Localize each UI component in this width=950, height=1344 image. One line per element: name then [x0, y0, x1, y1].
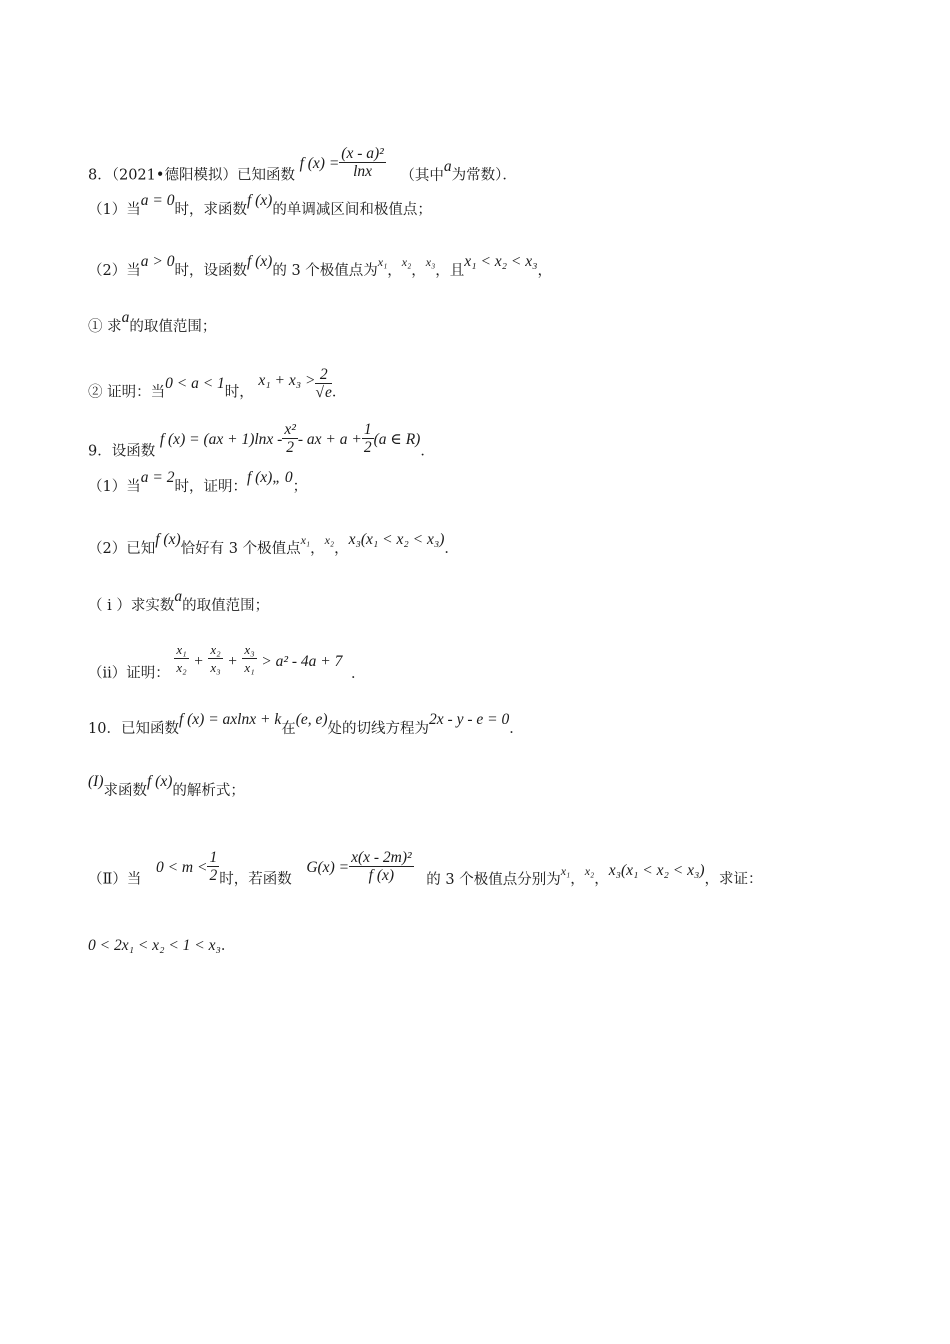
problem-10-part-1 [88, 773, 245, 800]
fraction-denominator: lnx [353, 163, 372, 180]
math-condition: a = 2 [140, 469, 175, 486]
text: （2）已知 [88, 541, 156, 557]
fraction-denominator: 2 [363, 439, 372, 456]
math-lhs: x₁ + x₃ > [258, 371, 316, 389]
text: ． [331, 384, 347, 401]
fraction-numerator: 1 [209, 849, 218, 866]
text: ． [220, 938, 236, 954]
math-function: f (x) = axlnx + k [178, 711, 282, 728]
text: 时，证明： [174, 479, 247, 495]
text: ② 证明：当 [88, 384, 166, 401]
problem-10-part-2 [88, 849, 763, 897]
problem-number: 10． [88, 721, 121, 737]
text: ， [570, 871, 585, 888]
text: ， [537, 263, 553, 279]
formula-fraction [242, 642, 256, 677]
text: 的单调减区间和极值点； [272, 202, 432, 218]
fraction-numerator: 2 [315, 367, 331, 384]
problem-8-part-1 [88, 192, 432, 219]
problem-source: （2021•德阳模拟） [111, 167, 237, 184]
math-point: (e, e) [295, 711, 328, 728]
math-condition: a = 0 [140, 192, 175, 209]
problem-8-statement [88, 145, 517, 193]
fraction-numerator: x₁ [176, 642, 187, 657]
formula-fraction [349, 850, 414, 885]
problem-lead: 设函数 [111, 443, 156, 460]
fraction-numerator: 1 [363, 421, 372, 438]
problem-8-subpart-2 [88, 366, 347, 410]
problem-9-subpart-i [88, 588, 270, 615]
text: （1）当 [88, 202, 141, 218]
text: 的取值范围； [182, 598, 270, 614]
fraction-denominator: x₃ [210, 660, 221, 675]
text: ① 求 [88, 319, 122, 335]
math-var: a [443, 157, 452, 175]
formula-fraction [174, 642, 188, 677]
formula-fraction [339, 146, 386, 181]
text: （1）当 [88, 479, 141, 495]
math-x1: x₁ [560, 863, 571, 878]
problem-lead: 已知函数 [120, 721, 179, 737]
math-order: x₁ < x₂ < x₃ [464, 253, 538, 270]
text: ， [594, 871, 609, 888]
math-condition: a > 0 [140, 253, 175, 270]
text: （ii）证明： [88, 665, 170, 682]
text: 时， [224, 384, 254, 401]
math-inequality: f (x)„ 0 [246, 469, 293, 486]
fraction-denominator: 2 [209, 867, 218, 884]
problem-9-part-2 [88, 531, 459, 558]
math-x1: x₁ [300, 533, 311, 547]
fraction-denominator: f (x) [368, 867, 395, 884]
problem-10-statement [88, 711, 524, 738]
text: ． [509, 721, 524, 737]
math-fx: f (x) [147, 773, 173, 790]
text: ，求证： [704, 871, 763, 888]
text: 求函数 [103, 783, 147, 799]
fraction-numerator: (x - a)² [341, 145, 384, 162]
math-x2: x₂ [324, 533, 335, 547]
math-x1: x₁ [377, 255, 388, 269]
problem-9-subpart-ii [88, 642, 366, 691]
math-rhs: > a² - 4a + 7 [261, 652, 343, 670]
fraction-denominator: 2 [286, 439, 294, 456]
text: ， [411, 263, 426, 279]
fraction-numerator: x² [284, 421, 296, 438]
math-var: a [174, 588, 183, 605]
math-var: a [121, 309, 130, 326]
math-op: + [193, 652, 204, 670]
problem-number: 8． [88, 167, 112, 184]
text: ， [334, 541, 349, 557]
text: ． [444, 541, 459, 557]
math-conclusion: 0 < 2x₁ < x₂ < 1 < x₃ [88, 937, 221, 954]
math-fx: f (x) [246, 253, 273, 270]
text: 恰好有 3 个极值点 [180, 541, 301, 557]
math-fx: f (x) [155, 531, 181, 548]
text: （其中 [400, 167, 444, 184]
fraction-numerator: x₂ [210, 642, 221, 657]
formula-fraction [207, 850, 219, 885]
problem-8-subpart-1 [88, 309, 217, 336]
text: 时，设函数 [174, 263, 247, 279]
formula-part: f (x) = (ax + 1)lnx - [159, 430, 283, 448]
formula-f-lhs: f (x) = [299, 154, 340, 172]
math-order: x₃(x₁ < x₂ < x₃) [348, 531, 445, 548]
text: 处的切线方程为 [327, 721, 430, 737]
problem-10-conclusion [88, 934, 235, 955]
formula-fraction [315, 367, 331, 402]
math-x2: x₂ [401, 255, 412, 269]
text: 的解析式； [172, 783, 245, 799]
text: 的 3 个极值点为 [272, 263, 378, 279]
text: 的 3 个极值点分别为 [426, 871, 561, 888]
part-label: (I) [88, 773, 104, 790]
math-tangent: 2x - y - e = 0 [429, 711, 510, 728]
formula-fraction [282, 422, 298, 457]
math-g-lhs: G(x) = [306, 858, 350, 876]
math-x2: x₂ [584, 863, 595, 878]
math-order: x₃(x₁ < x₂ < x₃) [608, 861, 705, 879]
formula-part: - ax + a + [297, 430, 362, 448]
problem-number: 9． [88, 443, 112, 460]
formula-fraction [362, 422, 374, 457]
sqrt-body: e [325, 384, 332, 401]
text: （ i ）求实数 [88, 598, 175, 614]
text: ，且 [435, 263, 465, 279]
problem-lead: 已知函数 [236, 167, 295, 184]
fraction-denominator: x₁ [244, 660, 255, 675]
text: 时，求函数 [174, 202, 247, 218]
text: ． [350, 665, 366, 682]
math-condition: 0 < a < 1 [165, 374, 225, 392]
part-label: （Ⅱ）当 [88, 871, 142, 888]
fraction-numerator: x(x - 2m)² [351, 849, 412, 866]
text: （2）当 [88, 263, 141, 279]
fraction-denominator: x₂ [176, 660, 187, 675]
text: 时，若函数 [219, 871, 292, 888]
math-op: + [227, 652, 238, 670]
problem-9-statement [88, 421, 435, 469]
formula-fraction [208, 642, 222, 677]
text: ； [292, 479, 308, 495]
text: ． [420, 443, 435, 460]
text: ， [387, 263, 402, 279]
text: ， [310, 541, 325, 557]
text: 在 [281, 721, 296, 737]
math-condition: 0 < m < [155, 858, 208, 876]
text: 为常数）． [451, 167, 517, 184]
text: 的取值范围； [129, 319, 217, 335]
fraction-numerator: x₃ [244, 642, 255, 657]
math-x3: x₃ [425, 255, 436, 269]
fraction-denominator: √e [315, 384, 332, 401]
formula-part: (a ∈ R) [373, 430, 421, 448]
problem-8-part-2 [88, 253, 553, 280]
math-fx: f (x) [246, 192, 273, 209]
problem-9-part-1 [88, 469, 308, 496]
